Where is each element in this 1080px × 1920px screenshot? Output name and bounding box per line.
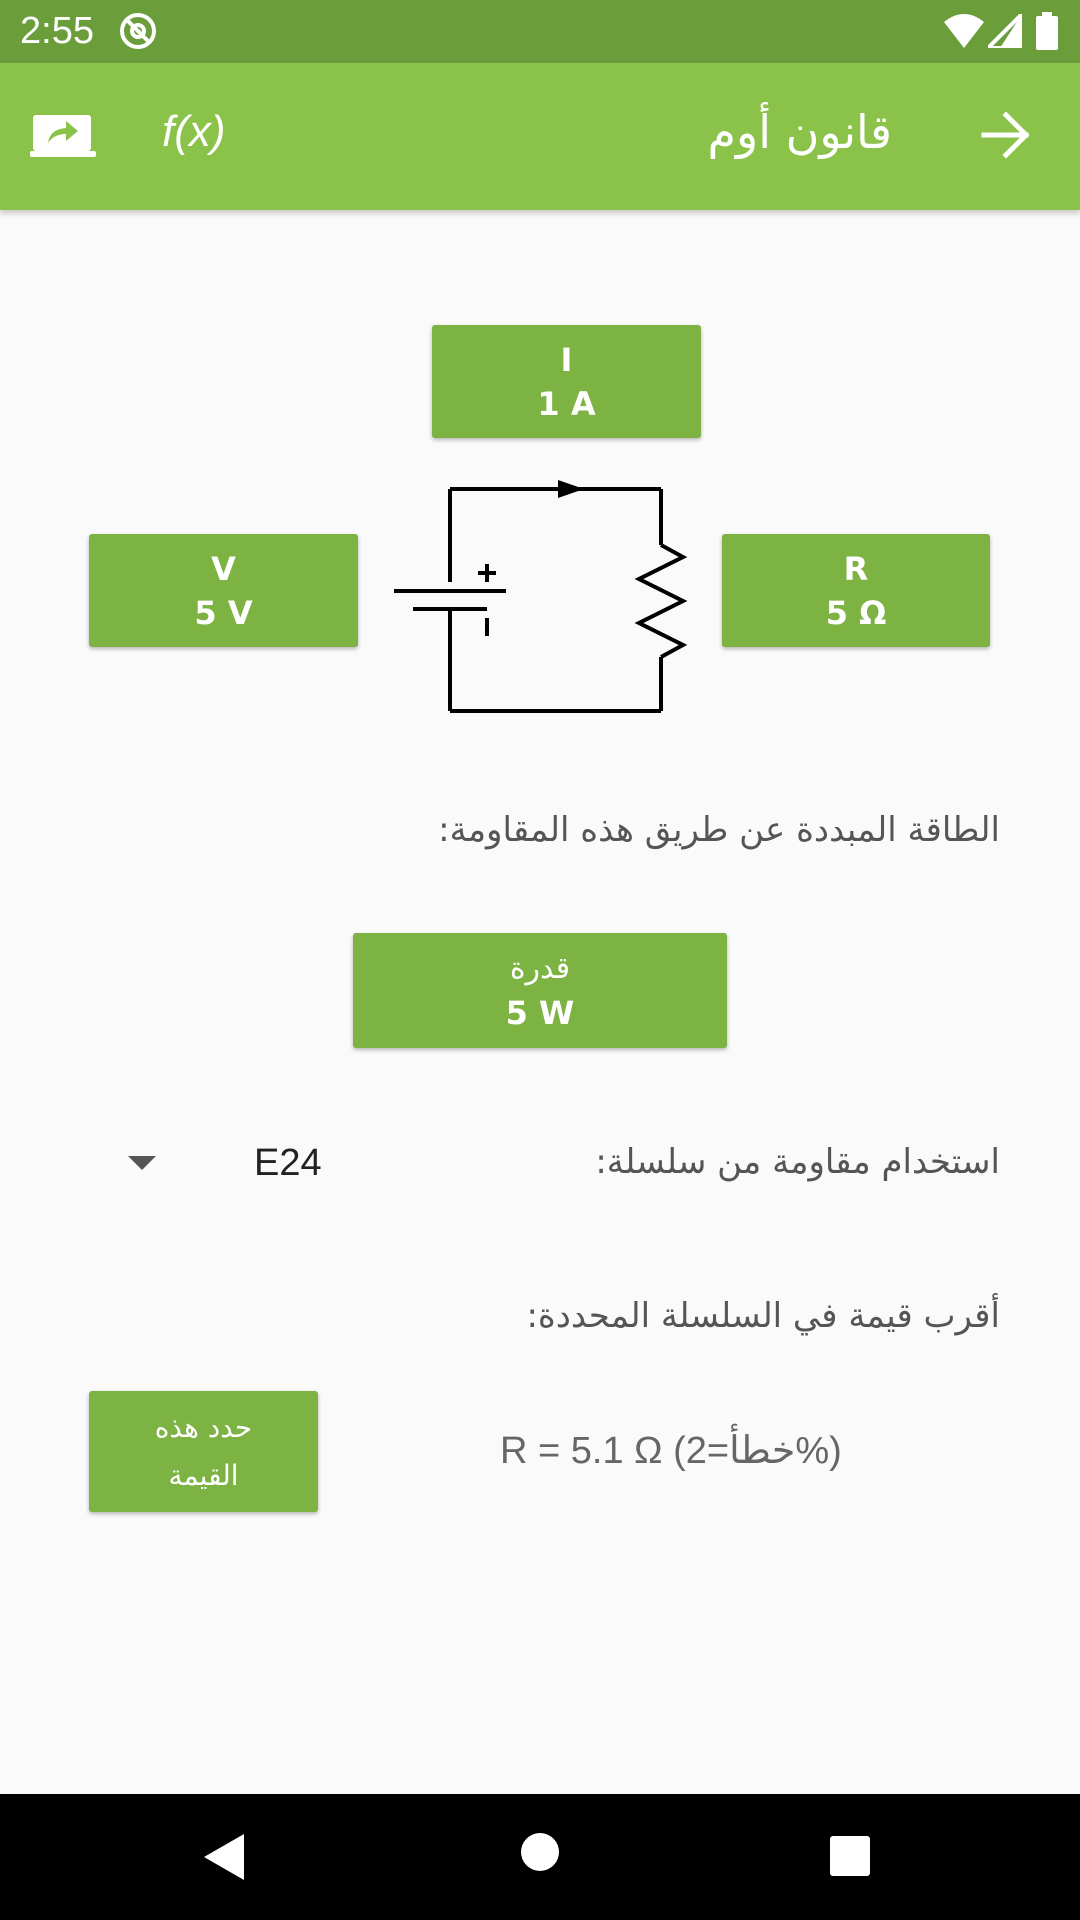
- series-label: استخدام مقاومة من سلسلة:: [595, 1142, 1000, 1182]
- voltage-label: V: [211, 549, 236, 588]
- voltage-value: 5 V: [194, 593, 253, 632]
- circuit-diagram: [380, 470, 700, 730]
- power-heading: الطاقة المبددة عن طريق هذه المقاومة:: [438, 810, 1000, 850]
- status-bar: [0, 0, 1080, 63]
- series-dropdown[interactable]: [120, 1128, 340, 1204]
- back-icon[interactable]: [204, 1834, 244, 1884]
- at-sign-icon: [118, 11, 158, 55]
- voltage-button[interactable]: [89, 534, 358, 647]
- battery-icon: [1036, 12, 1058, 54]
- dropdown-arrow-icon: [128, 1156, 156, 1176]
- resistance-label: R: [843, 549, 869, 588]
- set-value-label: حدد هذه القيمة: [154, 1410, 253, 1492]
- resistance-button[interactable]: [722, 534, 990, 647]
- status-time: 2:55: [20, 10, 94, 52]
- formula-button[interactable]: f(x): [162, 107, 226, 156]
- nearest-result: R = 5.1 Ω (خطأ=2%): [500, 1430, 842, 1472]
- home-icon[interactable]: [520, 1832, 560, 1876]
- wifi-icon: [944, 14, 984, 52]
- navigation-bar: [0, 1794, 1080, 1920]
- power-value: 5 W: [505, 993, 575, 1032]
- page-title: قانون أوم: [707, 105, 892, 159]
- set-value-button[interactable]: [89, 1391, 318, 1512]
- nearest-value-heading: أقرب قيمة في السلسلة المحددة:: [526, 1296, 1000, 1336]
- share-icon[interactable]: [30, 113, 96, 163]
- current-button[interactable]: [432, 325, 701, 438]
- current-value: 1 A: [537, 384, 596, 423]
- current-direction-arrow: [558, 480, 584, 498]
- app-bar: [0, 63, 1080, 210]
- series-selected-value: E24: [254, 1142, 322, 1184]
- signal-icon: [988, 14, 1022, 52]
- resistor-symbol: [639, 545, 683, 657]
- power-label: قدرة: [509, 950, 571, 986]
- power-button[interactable]: [353, 933, 727, 1048]
- recents-icon[interactable]: [830, 1836, 870, 1880]
- arrow-forward-icon[interactable]: [980, 109, 1032, 165]
- current-label: I: [560, 340, 573, 379]
- resistance-value: 5 Ω: [825, 593, 887, 632]
